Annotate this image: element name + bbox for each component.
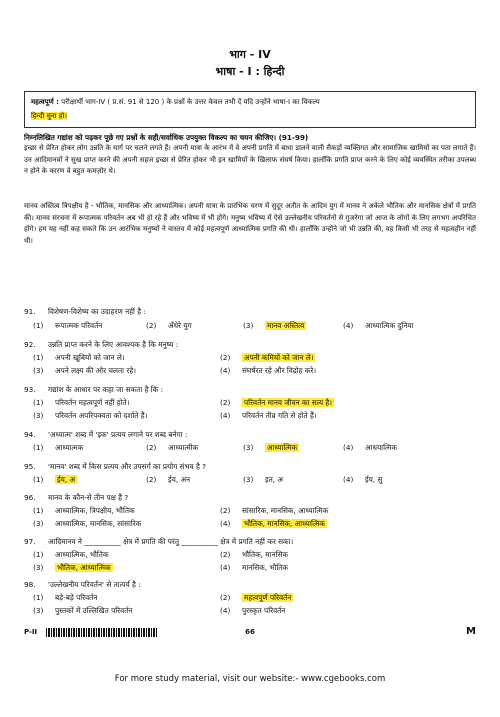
part-title: भाग - IV	[229, 48, 271, 61]
question-text: आदिमानव ने __________ क्षेत्र में प्रगति की परंतु __________ क्षेत्र में प्रगति नहीं कर सका।	[48, 537, 294, 546]
question-text: 'उल्लेखनीय परिवर्तन' से तात्पर्य है :	[48, 580, 141, 589]
option-3[interactable]: (3) आध्यात्मिक, मानसिक, सांसारिक	[33, 519, 142, 528]
option-3[interactable]: (3) मानव अस्तित्व	[243, 321, 305, 330]
option-1[interactable]: (1) आध्यात्मक	[33, 443, 84, 452]
passage-paragraph-1: इच्छा से प्रेरित होकर लोग उन्नति के मार्ग पर चलने लगते हैं। अपनी यात्रा के आरंभ में वे अपनी प्रगति में बाधा डालने वाली सैकड़ों व्यक्तिगत और सामाजिक खामियों का पता लगाते हैं। उन आदिमानवों ने सुख प्राप्त करने की अपनी सहज इच्छा से प्रेरित होकर भी इन खामियों के खिलाफ संघर्ष किया। हालाँकि प्रगति प्राप्त करने के लिए कोई व्यवस्थित तरीका उपलब्ध न होने के कारण वे बहुत कमज़ोर थे।	[24, 144, 476, 176]
page-footer	[24, 628, 476, 640]
page-number: 66	[245, 628, 255, 636]
language-title: भाषा - I : हिन्दी	[215, 65, 285, 78]
question-number: 98.	[24, 580, 36, 589]
option-1[interactable]: (1) बड़े-बड़े परिवर्तन	[33, 593, 98, 602]
option-2[interactable]: (2) परिवर्तन मानव जीवन का सत्य है।	[220, 398, 333, 407]
option-1[interactable]: (1) ईय, अ	[33, 475, 76, 484]
option-4[interactable]: (4) संघर्षरत रहे और विद्रोह करे।	[220, 366, 317, 375]
question-number: 91.	[24, 307, 36, 316]
option-2[interactable]: (2) अपनी कमियों को जान ले।	[220, 353, 314, 362]
option-1[interactable]: (1) आध्यात्मिक, भौतिक	[33, 550, 109, 559]
answer-highlight: आध्यात्मिक	[267, 443, 298, 452]
option-3[interactable]: (3) परिवर्तन अपरिपक्वता को दर्शाते हैं।	[33, 411, 148, 420]
notice-highlight: हिन्दी चुना हो।	[31, 112, 67, 120]
option-3[interactable]: (3) पुस्तकों में उल्लिखित परिवर्तन	[33, 606, 133, 615]
answer-highlight: अपनी कमियों को जान ले।	[244, 353, 314, 362]
website-note[interactable]: For more study material, visit our website:- www.cgebooks.com	[114, 674, 386, 684]
option-4[interactable]: (4) पुरस्कृत परिवर्तन	[220, 606, 286, 615]
answer-highlight: भौतिक, आध्यात्मिक	[57, 563, 111, 572]
question-number: 96.	[24, 493, 36, 502]
answer-highlight: परिवर्तन मानव जीवन का सत्य है।	[244, 398, 333, 407]
option-3[interactable]: (3) आध्यात्मिक	[243, 443, 298, 452]
option-4[interactable]: (4) परिवर्तन तीव्र गति से होते हैं।	[220, 411, 317, 420]
question-text: गद्यांश के आधार पर कहा जा सकता है कि :	[48, 385, 164, 394]
question-number: 94.	[24, 430, 36, 439]
option-4[interactable]: (4) आधयात्मिक	[343, 443, 397, 452]
passage-paragraph-2: मानव अस्तित्व त्रिपक्षीय है - भौतिक, मानसिक और आध्यात्मिक। अपनी यात्रा के प्रारंभिक चरण में सुदूर अतीत के आदिम युग में मानव ने अकेले भौतिक और मानसिक क्षेत्रों में प्रगति की। मानव संरचना में रूपात्मक परिवर्तन अब भी हो रहे हैं और भविष्य में भी होंगे। मनुष्य भविष्य में ऐसे उल्लेखनीय परिवर्तनों से गुजरेगा जो आज के लोगों के लिए लगभग अपरिचित होंगे। हम यह नहीं कह सकते कि उन आरंभिक मनुष्यों ने वास्तव में कोई महत्वपूर्ण आध्यात्मिक प्रगति की थी। हालाँकि उन्होंने जो भी उन्नति की, वह किसी भी तरह से महत्वहीन नहीं थी।	[24, 202, 476, 246]
question-number: 93.	[24, 385, 36, 394]
question-text: विशेषण-विशेष्य का उदाहरण नहीं है :	[48, 307, 146, 316]
option-2[interactable]: (2) अँधेरे युग	[146, 321, 192, 330]
question-text: 'अध्यात्म' शब्द में 'इक' प्रत्यय लगाने पर शब्द बनेगा :	[48, 430, 188, 439]
barcode-icon	[46, 628, 158, 637]
answer-highlight: ईय, अ	[57, 475, 76, 484]
option-2[interactable]: (2) महत्वपूर्ण परिवर्तन	[220, 593, 292, 602]
option-2[interactable]: (2) भौतिक, मानसिक	[220, 550, 289, 559]
option-1[interactable]: (1) परिवर्तन महत्वपूर्ण नहीं होते।	[33, 398, 130, 407]
option-3[interactable]: (3) अपने लक्ष्य की ओर चलता रहे।	[33, 366, 136, 375]
paper-code: P-II	[24, 628, 38, 636]
question-text: 'मानव' शब्द में किस प्रत्यय और उपसर्ग का प्रयोग संभव है ?	[48, 462, 207, 471]
question-text: मानव के कौन-से तीन पक्ष हैं ?	[48, 493, 129, 502]
option-4[interactable]: (4) मानसिक, भौतिक	[220, 563, 289, 572]
question-number: 92.	[24, 340, 36, 349]
option-4[interactable]: (4) ईय, सु	[343, 475, 383, 484]
option-2[interactable]: (2) आध्यात्मीक	[146, 443, 199, 452]
option-1[interactable]: (1) आध्यात्मिक, त्रिपक्षीय, भौतिक	[33, 506, 135, 515]
answer-highlight: मानव अस्तित्व	[267, 321, 305, 330]
important-notice	[24, 91, 476, 128]
option-2[interactable]: (2) ईय, अन	[146, 475, 191, 484]
answer-highlight: भौतिक, मानसिक, आध्यात्मिक	[244, 519, 325, 528]
set-code: M	[466, 626, 476, 637]
answer-highlight: महत्वपूर्ण परिवर्तन	[244, 593, 292, 602]
question-number: 97.	[24, 537, 36, 546]
question-number: 95.	[24, 462, 36, 471]
notice-text: परीक्षार्थी भाग-IV ( प्र.सं. 91 से 120 ) के प्रश्नों के उत्तर केवल तभी दें यदि उन्होंने भाषा-I का विकल्प	[61, 98, 320, 106]
option-1[interactable]: (1) अपनी खूबियों को जान ले।	[33, 353, 125, 362]
instruction: निम्नलिखित गद्यांश को पढ़कर पूछे गए प्रश्नों के सही/सर्वाधिक उपयुक्त विकल्प का चयन कीजिए। (91-99)	[24, 133, 309, 142]
notice-prefix: महत्वपूर्ण :	[31, 98, 59, 106]
option-2[interactable]: (2) सांसारिक, मानसिक, आध्यात्मिक	[220, 506, 329, 515]
option-4[interactable]: (4) आध्यात्मिक दुनिया	[343, 321, 414, 330]
option-1[interactable]: (1) रूपात्मक परिवर्तन	[33, 321, 103, 330]
option-3[interactable]: (3) भौतिक, आध्यात्मिक	[33, 563, 111, 572]
question-text: उन्नति प्राप्त करने के लिए आवश्यक है कि मनुष्य :	[48, 340, 179, 349]
option-3[interactable]: (3) इत, अ	[243, 475, 283, 484]
option-4[interactable]: (4) भौतिक, मानसिक, आध्यात्मिक	[220, 519, 325, 528]
